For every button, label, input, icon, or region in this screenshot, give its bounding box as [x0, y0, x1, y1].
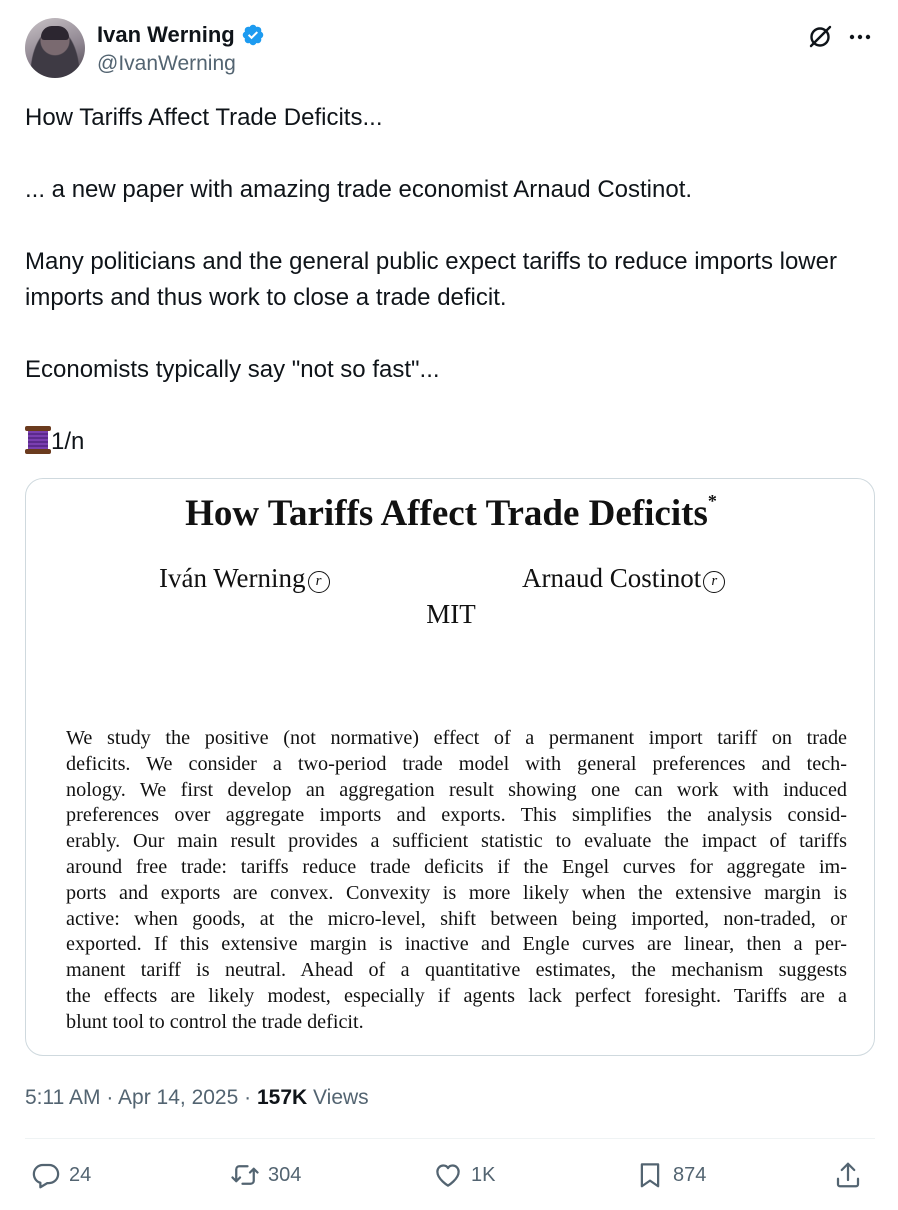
paper-author-1: Iván Werning r [159, 563, 330, 594]
tweet-paragraph: Economists typically say "not so fast"... [25, 356, 440, 383]
abstract-line: deficits. We consider a two-period trade model with general preferences and tech- [66, 752, 847, 775]
random-order-mark: r [703, 571, 725, 593]
tweet-text [25, 100, 875, 460]
abstract-line: active: when goods, at the micro-level, shift between being imported, non-traded, or [66, 907, 847, 930]
tweet-paragraph-thread [25, 424, 875, 460]
views-label: Views [313, 1086, 369, 1109]
abstract-line: blunt tool to control the trade deficit. [66, 1010, 364, 1033]
reply-button[interactable] [31, 1155, 91, 1195]
retweet-icon [230, 1160, 260, 1190]
abstract-line: around free trade: tariffs reduce trade deficits if the Engel curves for aggregate im- [66, 855, 847, 878]
reply-count: 24 [69, 1163, 92, 1186]
thread-counter: 1/n [51, 428, 85, 455]
author-display-name[interactable]: Ivan Werning [97, 22, 235, 47]
paper-title: How Tariffs Affect Trade Deficits* [185, 491, 717, 534]
avatar[interactable] [25, 18, 85, 78]
abstract-line: preferences over aggregate imports and exports. This simplifies the analysis consid- [66, 804, 847, 827]
like-count: 1K [471, 1163, 496, 1186]
tweet-header [25, 18, 875, 80]
paper-title-footnote-mark: * [707, 491, 717, 511]
author-handle[interactable]: @IvanWerning [97, 52, 236, 75]
divider [25, 1138, 875, 1139]
reply-icon [31, 1160, 61, 1190]
paper-affiliation: MIT [426, 599, 476, 629]
paper-author-2: Arnaud Costinot r [522, 563, 725, 594]
spool-of-thread-icon [25, 426, 47, 454]
author-name-row [97, 20, 265, 50]
bookmark-icon [635, 1160, 665, 1190]
share-icon [833, 1160, 863, 1190]
abstract-line: the effects are likely modest, especially if agents lack perfect foresight. Tariffs are a [66, 984, 847, 1007]
tweet-paragraph: ... a new paper with amazing trade economist Arnaud Costinot. [25, 176, 693, 203]
bookmark-count: 874 [673, 1163, 707, 1186]
share-button[interactable] [833, 1155, 863, 1195]
retweet-button[interactable] [230, 1155, 301, 1195]
retweet-count: 304 [268, 1163, 302, 1186]
meta-separator: · [106, 1086, 114, 1109]
more-icon[interactable] [845, 22, 875, 52]
paper-abstract [66, 726, 847, 1036]
attached-image[interactable] [25, 478, 875, 1056]
abstract-line: We study the positive (not normative) effect of a permanent import tariff on trade [66, 727, 847, 749]
random-order-mark: r [308, 571, 330, 593]
action-bar [25, 1155, 875, 1195]
bookmark-button[interactable] [635, 1155, 706, 1195]
heart-icon [433, 1160, 463, 1190]
tweet-paragraph: How Tariffs Affect Trade Deficits... [25, 104, 383, 131]
abstract-line: exported. If this extensive margin is inactive and Engle curves are linear, then a per- [66, 933, 847, 956]
views-count[interactable]: 157K [256, 1086, 308, 1109]
tweet-time[interactable]: 5:11 AM [25, 1086, 101, 1109]
tweet-paragraph: Many politicians and the general public expect tariffs to reduce imports lower imports and thus work to close a trade deficit. [25, 248, 844, 311]
meta-separator: · [244, 1086, 252, 1109]
abstract-line: manent tariff is neutral. Ahead of a quantitative estimates, the mechanism suggests [66, 959, 847, 982]
grok-icon[interactable] [805, 22, 835, 52]
like-button[interactable] [433, 1155, 495, 1195]
tweet-meta [25, 1084, 369, 1112]
abstract-line: ports and exports are convex. Convexity is more likely when the extensive margin is [66, 881, 847, 904]
tweet-date[interactable]: Apr 14, 2025 [118, 1086, 239, 1109]
abstract-line: nology. We first develop an aggregation result showing one can work with induced [66, 778, 847, 801]
verified-badge-icon[interactable] [241, 23, 265, 47]
abstract-line: erably. Our main result provides a sufficient statistic to evaluate the impact of tariffs [66, 830, 847, 853]
